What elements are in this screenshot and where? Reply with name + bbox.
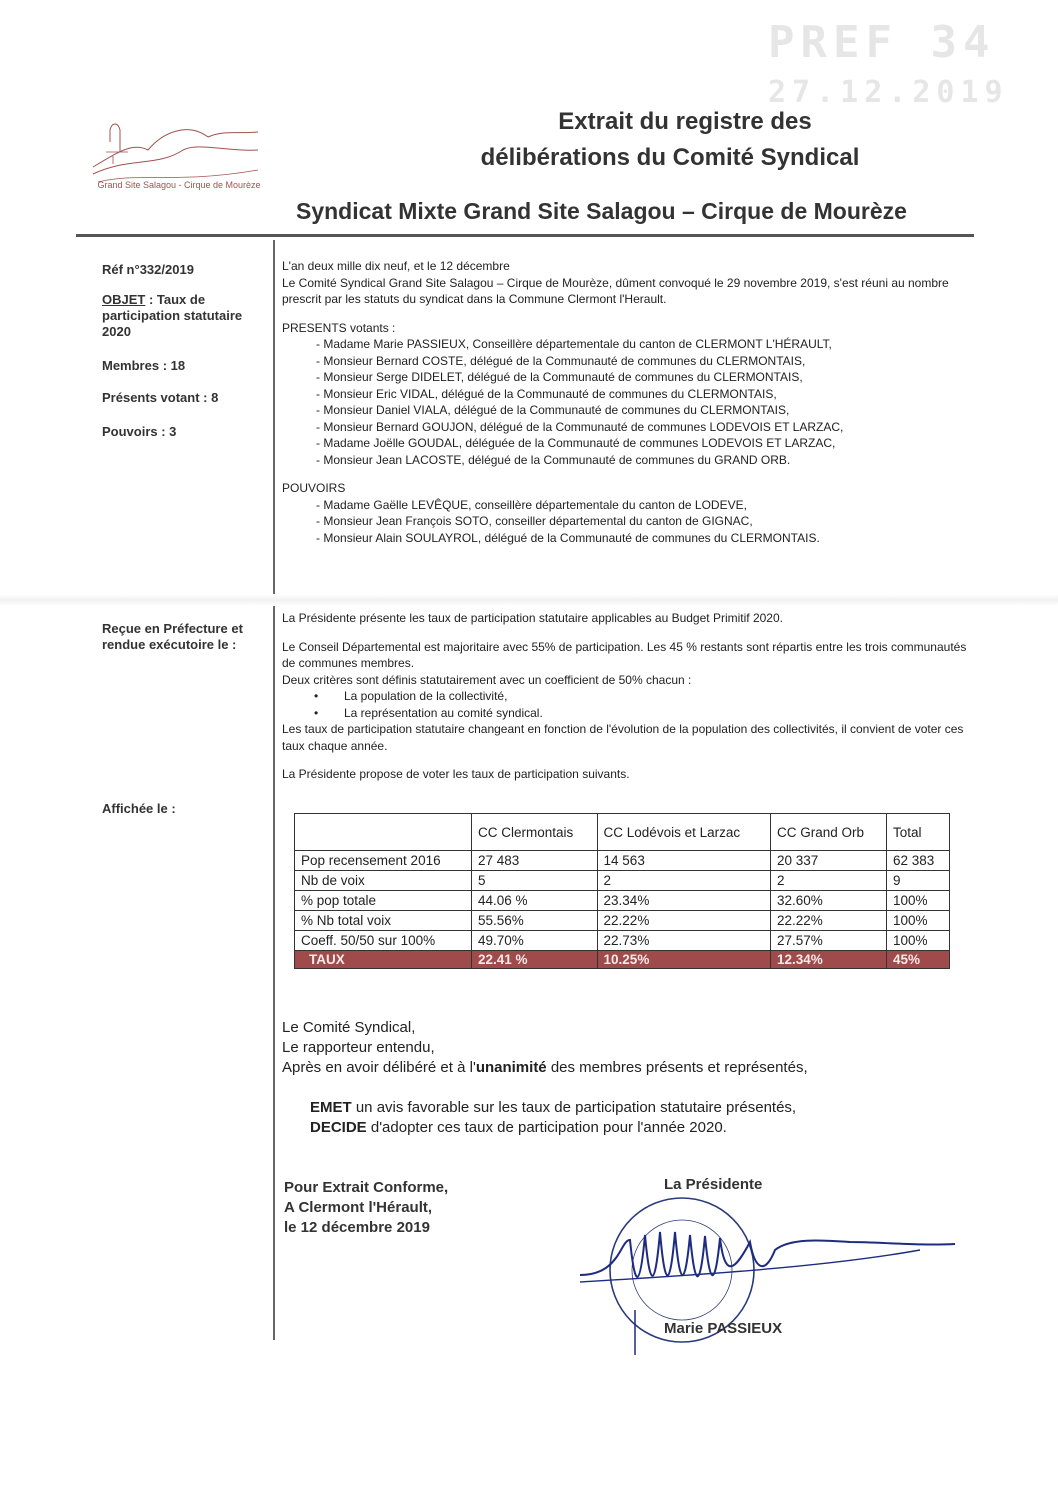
table-header-cell: Total: [886, 814, 949, 851]
presents-list: [282, 336, 972, 468]
table-cell: 2: [770, 871, 886, 891]
extrait-conforme: [284, 1178, 524, 1238]
presents-count: Présents votant : 8: [102, 390, 219, 405]
table-row: [295, 871, 950, 891]
table-cell: 100%: [886, 931, 949, 951]
presents-heading: PRESENTS votants :: [282, 320, 396, 335]
table-cell: % pop totale: [295, 891, 472, 911]
table-cell: 14 563: [597, 851, 770, 871]
closing-line-3-a: Après en avoir délibéré et à l': [282, 1059, 476, 1076]
table-cell: 45%: [886, 951, 949, 969]
prefecture-stamp: [768, 18, 1008, 118]
table-cell: Nb de voix: [295, 871, 472, 891]
proxy-member: - Monsieur Alain SOULAYROL, délégué de la Communauté de communes du CLERMONTAIS.: [316, 530, 972, 547]
table-cell: 55.56%: [471, 911, 597, 931]
body-paragraph-5: La Présidente propose de voter les taux de participation suivants.: [282, 767, 630, 781]
affichee-label: Affichée le :: [102, 801, 176, 816]
column-divider: [273, 240, 275, 1340]
table-row: [295, 931, 950, 951]
pouvoirs-count: Pouvoirs : 3: [102, 424, 177, 439]
table-cell: 100%: [886, 891, 949, 911]
table-cell: 20 337: [770, 851, 886, 871]
table-cell: 10.25%: [597, 951, 770, 969]
table-cell: 12.34%: [770, 951, 886, 969]
table-header-cell: CC Clermontais: [471, 814, 597, 851]
table-header-cell: CC Grand Orb: [770, 814, 886, 851]
emet-line: [310, 1098, 970, 1118]
table-cell: 27.57%: [770, 931, 886, 951]
criteria-list: [282, 688, 972, 721]
decision-block: [310, 1098, 970, 1138]
table-cell: 44.06 %: [471, 891, 597, 911]
decide-keyword: DECIDE: [310, 1119, 367, 1136]
conforme-line-2: A Clermont l'Hérault,: [284, 1199, 433, 1216]
table-cell: Coeff. 50/50 sur 100%: [295, 931, 472, 951]
table-cell: 9: [886, 871, 949, 891]
table-cell: 5: [471, 871, 597, 891]
emet-keyword: EMET: [310, 1099, 352, 1116]
closing-line-2: Le rapporteur entendu,: [282, 1039, 435, 1056]
closing-line-1: Le Comité Syndical,: [282, 1019, 416, 1036]
deliberation-body: [282, 610, 972, 783]
syndicat-name: Syndicat Mixte Grand Site Salagou – Cirque de Mourèze: [296, 198, 907, 224]
table-cell: 62 383: [886, 851, 949, 871]
table-cell: 22.22%: [597, 911, 770, 931]
prefecture-receipt-label: Reçue en Préfecture et rendue exécutoire le :: [102, 621, 243, 652]
convocation-paragraph: Le Comité Syndical Grand Site Salagou – Cirque de Mourèze, dûment convoqué le 29 novembre 2019, s'est réuni au nombre prescrit par les statuts du syndicat dans la Commune Clermont l'Herault.: [282, 275, 949, 306]
table-row: [295, 911, 950, 931]
table-header-cell: CC Lodévois et Larzac: [597, 814, 770, 851]
conforme-line-1: Pour Extrait Conforme,: [284, 1179, 449, 1196]
body-paragraph-3: Deux critères sont définis statutairement avec un coefficient de 50% chacun :: [282, 672, 692, 687]
pouvoirs-list: [282, 497, 972, 547]
emet-text: un avis favorable sur les taux de participation statutaire présentés,: [351, 1099, 797, 1116]
present-member: - Monsieur Serge DIDELET, délégué de la Communauté de communes du CLERMONTAIS,: [316, 369, 972, 386]
paper-fold: [0, 594, 1058, 606]
title-line-2: délibérations du Comité Syndical: [480, 144, 860, 171]
title-line-1: Extrait du registre des: [558, 108, 812, 135]
objet-block: [102, 292, 267, 340]
table-cell: 2: [597, 871, 770, 891]
table-cell: TAUX: [295, 951, 472, 969]
table-cell: 100%: [886, 911, 949, 931]
body-paragraph-1: La Présidente présente les taux de participation statutaire applicables au Budget Primitif 2020.: [282, 611, 783, 625]
present-member: - Monsieur Daniel VIALA, délégué de la Communauté de communes du CLERMONTAIS,: [316, 402, 972, 419]
table-cell: Pop recensement 2016: [295, 851, 472, 871]
president-name: Marie PASSIEUX: [664, 1320, 783, 1337]
stamp-line-2: 27.12.2019: [768, 75, 1009, 110]
decide-text: d'adopter ces taux de participation pour l'année 2020.: [366, 1119, 727, 1136]
closing-line-3: [282, 1058, 962, 1078]
present-member: - Madame Joëlle GOUDAL, déléguée de la Communauté de communes LODEVOIS ET LARZAC,: [316, 435, 972, 452]
proxy-member: - Monsieur Jean François SOTO, conseiller départemental du canton de GIGNAC,: [316, 513, 972, 530]
decide-line: [310, 1118, 970, 1138]
objet-text: : Taux de participation statutaire 2020: [102, 292, 243, 339]
president-title: La Présidente: [664, 1176, 763, 1193]
pouvoirs-heading: POUVOIRS: [282, 481, 346, 495]
closing-line-3-c: des membres présents et représentés,: [546, 1059, 808, 1076]
body-paragraph-2: Le Conseil Départemental est majoritaire avec 55% de participation. Les 45 % restants sont répartis entre les trois communautés de communes membres.: [282, 639, 967, 670]
present-member: - Monsieur Bernard COSTE, délégué de la Communauté de communes du CLERMONTAIS,: [316, 353, 972, 370]
logo-caption: Grand Site Salagou - Cirque de Mourèze: [97, 180, 261, 190]
session-intro: [282, 258, 972, 546]
table-cell: 22.41 %: [471, 951, 597, 969]
table-row: [295, 891, 950, 911]
present-member: - Monsieur Jean LACOSTE, délégué de la Communauté de communes du GRAND ORB.: [316, 452, 972, 469]
document-title: [400, 104, 940, 176]
table-row: [295, 851, 950, 871]
table-cell: 22.22%: [770, 911, 886, 931]
header-divider: [76, 234, 974, 237]
table-cell: 22.73%: [597, 931, 770, 951]
present-member: - Madame Marie PASSIEUX, Conseillère départementale du canton de CLERMONT L'HÉRAULT,: [316, 336, 972, 353]
present-member: - Monsieur Bernard GOUJON, délégué de la Communauté de communes LODEVOIS ET LARZAC,: [316, 419, 972, 436]
conforme-line-3: le 12 décembre 2019: [284, 1219, 430, 1236]
closing-block: [282, 1018, 962, 1078]
table-cell: 32.60%: [770, 891, 886, 911]
criterion-item: • La population de la collectivité,: [314, 688, 972, 705]
table-header-row: [295, 814, 950, 851]
table-row: [295, 951, 950, 969]
table-cell: 23.34%: [597, 891, 770, 911]
unanimite: unanimité: [475, 1059, 547, 1076]
date-line: L'an deux mille dix neuf, et le 12 décembre: [282, 259, 510, 273]
table-cell: 49.70%: [471, 931, 597, 951]
seal-and-signature: [560, 1180, 970, 1365]
stamp-line-1: PREF 34: [768, 17, 996, 68]
body-paragraph-4: Les taux de participation statutaire changeant en fonction de l'évolution de la population des collectivités, il convient de voter ces taux chaque année.: [282, 722, 964, 753]
table-header-cell: [295, 814, 472, 851]
criterion-item: • La représentation au comité syndical.: [314, 705, 972, 722]
table-cell: 27 483: [471, 851, 597, 871]
reference-number: Réf n°332/2019: [102, 262, 194, 277]
present-member: - Monsieur Eric VIDAL, délégué de la Communauté de communes du CLERMONTAIS,: [316, 386, 972, 403]
proxy-member: - Madame Gaëlle LEVÊQUE, conseillère départementale du canton de LODEVE,: [316, 497, 972, 514]
membres-count: Membres : 18: [102, 358, 186, 373]
objet-label: OBJET: [102, 292, 146, 307]
table-cell: % Nb total voix: [295, 911, 472, 931]
participation-rates-table: [294, 813, 950, 969]
